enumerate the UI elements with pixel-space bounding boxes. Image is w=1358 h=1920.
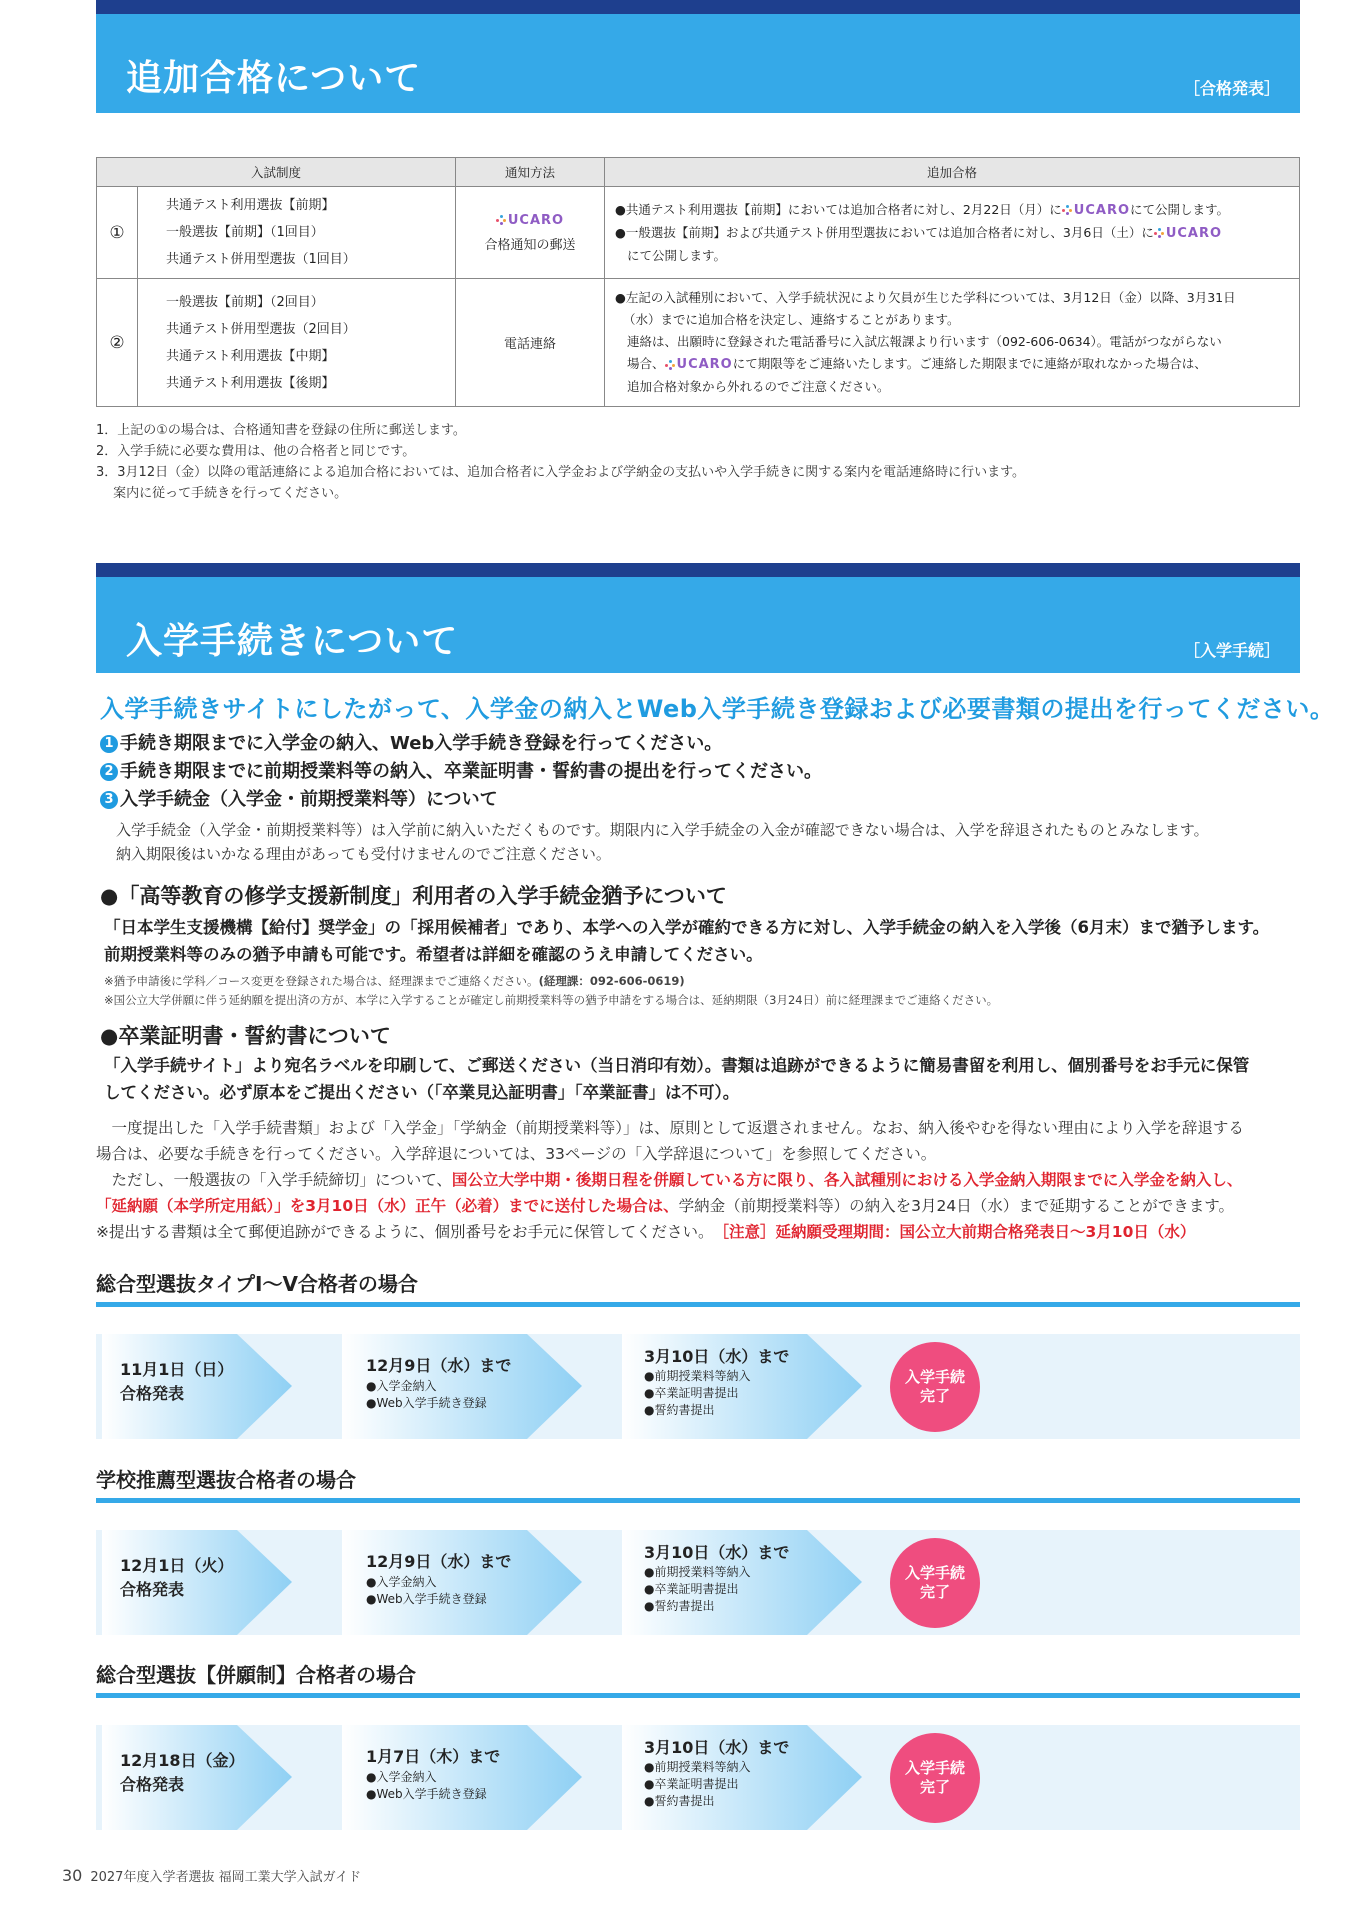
notify-cell: [456, 187, 605, 279]
refund-paragraph: 一度提出した「入学手続書類」および「入学金」「学納金（前期授業料等）」は、原則として返還されません。なお、納入後やむを得ない理由により入学を辞退する 場合は、必要な手続きを行ってください。入学辞退については、33ページの「入学辞退について」を参照してください。 ただし、一般選抜の「入学手続締切」について、国公立大学中期・後期日程を併願している方に限り、各入試種別における入学金納入期限までに入学金を納入し、 「延納願（本学所定用紙）」を3月10日（水）正午（必着）までに送付した場合は、学納金（前期授業料等）の納入を3月24日（水）まで延期することができます。 ※提出する書類は全て郵便追跡ができるように、個別番号をお手元に保管してください。 ［注意］延納願受理期間：国公立大前期合格発表日～3月10日（水）: [96, 1119, 1244, 1241]
detail-cell: [605, 187, 1300, 279]
step-number: 1: [100, 735, 118, 753]
section-tag: ［入学手続］: [1183, 641, 1280, 660]
note-line: 1．上記の①の場合は、合格通知書を登録の住所に郵送します。: [96, 423, 466, 438]
detail-line: ●左記の入試種別において、入学手続状況により欠員が生じた学科については、3月12日（金）以降、3月31日: [615, 290, 1236, 305]
section-title: 追加合格について: [126, 58, 422, 99]
table-header: 追加合格: [605, 158, 1300, 187]
flow-step-deadline-2: 3月10日（水）まで ●前期授業料等納入 ●卒業証明書提出 ●誓約書提出: [644, 1543, 790, 1613]
detail-line: （水）までに追加合格を決定し、連絡することがあります。: [623, 312, 960, 327]
table-header: 通知方法: [456, 158, 605, 187]
flow-heading: 総合型選抜タイプⅠ～Ⅴ合格者の場合: [96, 1272, 418, 1296]
ucaro-logo: UCARO: [457, 213, 603, 228]
selection-item: 共通テスト利用選抜【後期】: [166, 375, 335, 391]
detail-line: 連絡は、出願時に登録された電話番号に入試広報課より行います（092-606-0634）。電話がつながらない: [627, 334, 1222, 349]
certificate-text: 「入学手続サイト」より宛名ラベルを印刷して、ご郵送ください（当日消印有効）。書類は追跡ができるように簡易書留を利用し、個別番号をお手元に保管 してください。必ず原本をご提出ください（「卒業見込証明書」「卒業証書」は不可）。: [104, 1056, 1250, 1102]
detail-line: ●一般選抜【前期】および共通テスト併用型選抜においては追加合格者に対し、3月6日（土）に UCARO: [615, 224, 1223, 241]
flow-panel: [96, 1530, 1300, 1635]
step-notes: 入学手続金（入学金・前期授業料等）は入学前に納入いただくものです。期限内に入学手続金の入金が確認できない場合は、入学を辞退されたものとみなします。 納入期限後はいかなる理由があっても受付けませんのでご注意ください。: [116, 821, 1209, 863]
additional-pass-table: [96, 157, 1300, 407]
selection-list: [138, 279, 456, 407]
note-line: 案内に従って手続きを行ってください。: [96, 486, 348, 501]
detail-cell: [605, 279, 1300, 407]
section-title: 入学手続きについて: [126, 621, 459, 662]
table-notes: [96, 420, 1025, 504]
enrollment-complete-badge: 入学手続 完了: [890, 1342, 980, 1432]
selection-item: 共通テスト利用選抜【前期】: [166, 198, 335, 213]
ucaro-logo: UCARO: [1062, 203, 1130, 218]
step-list: [100, 730, 822, 814]
section-header-additional-pass: [96, 0, 1300, 113]
notify-text: 合格通知の郵送: [484, 237, 576, 253]
step-item: 3 入学手続金（入学金・前期授業料等）について: [100, 786, 822, 814]
flow-heading: 総合型選抜【併願制】合格者の場合: [96, 1663, 416, 1687]
footer-text: 2027年度入学者選抜 福岡工業大学入試ガイド: [90, 1870, 362, 1885]
row-number: ②: [97, 279, 138, 407]
flow-step-deadline-1: 12月9日（水）まで ●入学金納入 ●Web入学手続き登録: [366, 1356, 512, 1410]
header-top-bar: [96, 0, 1300, 14]
flow-underline: [96, 1302, 1300, 1307]
note-line: 3．3月12日（金）以降の電話連絡による追加合格においては、追加合格者に入学金および学納金の支払いや入学手続きに関する案内を電話連絡時に行います。: [96, 465, 1026, 480]
table-row: [97, 187, 1300, 279]
selection-list: [138, 187, 456, 279]
flow-step-announce: 11月1日（日） 合格発表: [120, 1360, 234, 1403]
flow-underline: [96, 1693, 1300, 1698]
section-header-enrollment: [96, 563, 1300, 673]
flow-underline: [96, 1498, 1300, 1503]
note-line: 2．入学手続に必要な費用は、他の合格者と同じです。: [96, 444, 416, 459]
certificate-heading: ●卒業証明書・誓約書について: [100, 1024, 391, 1048]
flow-step-deadline-1: 1月7日（木）まで ●入学金納入 ●Web入学手続き登録: [366, 1747, 501, 1801]
step-number: 2: [100, 763, 118, 781]
detail-line: ●共通テスト利用選抜【前期】においては追加合格者に対し、2月22日（月）に UCAROにて公開します。: [615, 201, 1230, 218]
step-number: 3: [100, 791, 118, 809]
footer: [62, 1866, 361, 1885]
step-item: 2 手続き期限までに前期授業料等の納入、卒業証明書・誓約書の提出を行ってください。: [100, 758, 822, 786]
enrollment-complete-badge: 入学手続 完了: [890, 1733, 980, 1823]
selection-item: 一般選抜【前期】（1回目）: [166, 225, 324, 240]
flow-panel: [96, 1334, 1300, 1439]
section-tag: ［合格発表］: [1183, 79, 1280, 98]
selection-item: 一般選抜【前期】（2回目）: [166, 294, 324, 310]
selection-item: 共通テスト利用選抜【中期】: [166, 348, 335, 364]
ucaro-logo: UCARO: [1154, 226, 1222, 241]
flow-step-deadline-2: 3月10日（水）まで ●前期授業料等納入 ●卒業証明書提出 ●誓約書提出: [644, 1347, 790, 1417]
flow-step-deadline-1: 12月9日（水）まで ●入学金納入 ●Web入学手続き登録: [366, 1552, 512, 1606]
support-notes: ※猶予申請後に学科／コース変更を登録された場合は、経理課までご連絡ください。(経理課：092-606-0619) ※国公立大学併願に伴う延納願を提出済の方が、本学に入学することが確定し前期授業料等の猶予申請をする場合は、延納期限（3月24日）前に経理課までご連絡ください。: [104, 974, 999, 1007]
detail-line: 追加合格対象から外れるのでご注意ください。: [627, 379, 890, 394]
support-heading: ●「高等教育の修学支援新制度」利用者の入学手続金猶予について: [100, 884, 727, 908]
burst-icon: [496, 215, 506, 225]
selection-item: 共通テスト併用型選抜（1回目）: [166, 252, 356, 267]
flow-heading: 学校推薦型選抜合格者の場合: [96, 1468, 356, 1492]
flow-step-deadline-2: 3月10日（水）まで ●前期授業料等納入 ●卒業証明書提出 ●誓約書提出: [644, 1738, 790, 1808]
table-header: 入試制度: [97, 158, 456, 187]
ucaro-logo: UCARO: [665, 357, 733, 372]
flow-step-announce: 12月18日（金） 合格発表: [120, 1751, 245, 1794]
flow-panel: [96, 1725, 1300, 1830]
detail-line: 場合、 UCAROにて期限等をご連絡いたします。ご連絡した期限までに連絡が取れなかった場合は、: [627, 356, 1207, 372]
selection-item: 共通テスト併用型選抜（2回目）: [166, 321, 356, 337]
detail-line: にて公開します。: [627, 247, 727, 263]
enrollment-complete-badge: 入学手続 完了: [890, 1538, 980, 1628]
burst-icon: [665, 360, 675, 370]
flow-step-announce: 12月1日（火） 合格発表: [120, 1556, 234, 1599]
row-number: ①: [97, 187, 138, 279]
support-text: 「日本学生支援機構【給付】奨学金」の「採用候補者」であり、本学への入学が確約できる方に対し、入学手続金の納入を入学後（6月末）まで猶予します。 前期授業料等のみの猶予申請も可能です。希望者は詳細を確認のうえ申請してください。: [104, 918, 1270, 964]
header-top-bar: [96, 563, 1300, 577]
step-item: 1 手続き期限までに入学金の納入、Web入学手続き登録を行ってください。: [100, 730, 822, 758]
lead-text: 入学手続きサイトにしたがって、入学金の納入とWeb入学手続き登録および必要書類の提出を行ってください。: [100, 695, 1335, 723]
table-row: [97, 279, 1300, 407]
burst-icon: [1062, 205, 1072, 215]
notify-text: 電話連絡: [456, 279, 605, 407]
burst-icon: [1154, 228, 1164, 238]
page-number: 30: [62, 1866, 83, 1885]
